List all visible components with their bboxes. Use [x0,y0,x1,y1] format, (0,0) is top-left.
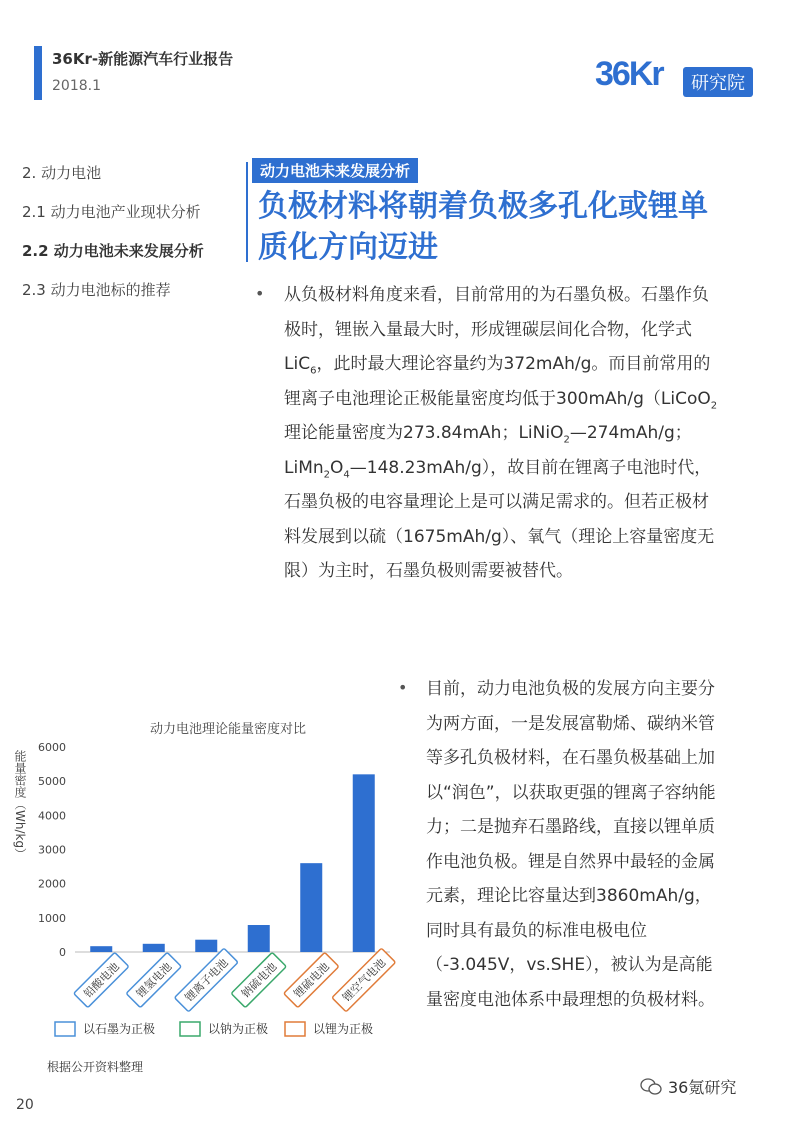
chart-bar [195,940,217,952]
bullet-dot: • [398,678,408,697]
logo-brand-text: 36Kr [595,55,663,93]
y-tick-label: 4000 [38,809,66,823]
category-label: 锂氢电池 [133,960,175,1001]
category-label-group [332,948,396,1012]
wechat-icon [640,1078,662,1096]
category-label-group [126,952,181,1007]
chart-title: 动力电池理论能量密度对比 [149,722,307,737]
category-label: 锂离子电池 [182,956,231,1005]
category-label-group [174,948,238,1012]
category-label: 锂空气电池 [340,956,389,1005]
section-tag: 动力电池未来发展分析 [252,158,418,183]
paragraph-graphite-anode: 从负极材料角度来看，目前常用的为石墨负极。石墨作负极时，锂嵌入量最大时，形成锂碳层间化合物，化学式LiC$_6$，此时最大理论容量约为372mAh/g。而目前常用的锂离子电池理论正极能量密度均低于300mAh/g（LiCoO$_2$理论能量密度为273.84mAh；LiNiO$_2$—274mAh/g；$LiMn_2O_4—148.23mAh/g$），故目前在锂离子电池时代，石墨负极的电容量理论上是可以满足需求的。但若正极材料发展到以硫（1675mAh/g）、氧气（理论上容量密度无限）为主时，石墨负极则需要被替代。 [284,285,718,581]
legend-swatch [285,1022,305,1036]
bullet-dot: • [255,284,265,303]
nav-item-future-development[interactable]: 2.2 动力电池未来发展分析 [22,242,204,260]
legend-label: 以石墨为正极 [83,1022,156,1036]
category-label-group [74,952,129,1007]
chart-bar [248,925,270,952]
chart-source: 根据公开资料整理 [47,1060,144,1074]
chart-bar [143,944,165,952]
category-label-group [231,952,286,1007]
page-headline: 负极材料将朝着负极多孔化或锂单质化方向迈进 [258,189,708,265]
section-nav [22,160,204,316]
y-tick-label: 6000 [38,741,66,754]
category-label: 锂硫电池 [291,960,332,1001]
paragraph-anode-direction: 目前，动力电池负极的发展方向主要分为两方面，一是发展富勒烯、碳纳米管等多孔负极材料，在石墨负极基础上加以“润色”，以获取更强的锂离子容纳能力；二是抛弃石墨路线，直接以锂单质作电池负极。锂是自然界中最轻的金属元素，理论比容量达到3860mAh/g，同时具有最负的标准电极电位（-3.045V，vs.SHE），被认为是高能量密度电池体系中最理想的负极材料。 [426,679,716,1010]
y-tick-label: 3000 [38,843,66,857]
chart-bar [90,946,112,952]
nav-item-industry-status[interactable]: 2.1 动力电池产业现状分析 [22,203,201,221]
report-title: 36Kr-新能源汽车行业报告 [52,50,234,68]
y-tick-label: 5000 [38,775,66,789]
section-divider [246,162,248,262]
wechat-account-name: 36氪研究 [668,1078,737,1097]
chart-ylabel: 能量密度（Wh/kg） [13,750,27,861]
chart-bar [300,863,322,952]
chart-bar [353,774,375,952]
header-accent-bar [34,46,42,100]
y-tick-label: 1000 [38,911,66,925]
nav-item-battery[interactable]: 2. 动力电池 [22,164,102,182]
page-number: 20 [16,1097,34,1113]
category-label: 钠硫电池 [238,960,280,1001]
legend-label: 以锂为正极 [313,1022,374,1036]
nav-item-recommendation[interactable]: 2.3 动力电池标的推荐 [22,281,171,299]
brand-logo [595,55,775,105]
y-tick-label: 2000 [38,877,66,891]
report-date: 2018.1 [52,78,101,94]
category-label: 铅酸电池 [81,960,122,1001]
category-label-group [284,952,339,1007]
legend-swatch [55,1022,75,1036]
legend-swatch [180,1022,200,1036]
legend-label: 以钠为正极 [208,1022,269,1036]
energy-density-chart [0,705,400,1085]
wechat-watermark [640,1075,736,1098]
y-tick-label: 0 [59,946,66,959]
logo-label: 研究院 [683,67,753,97]
